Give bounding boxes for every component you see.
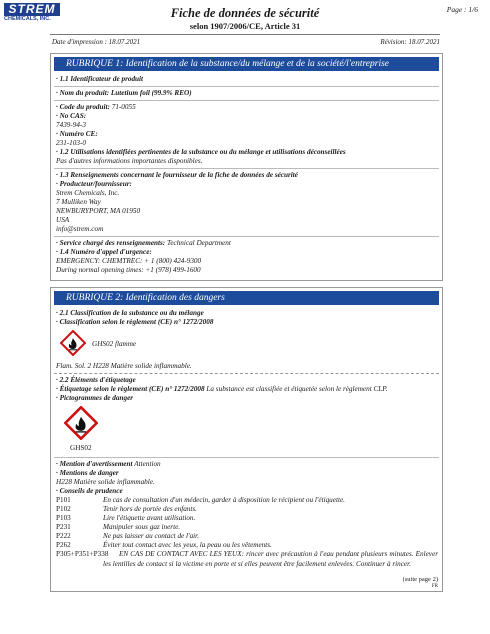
ce-label: · Numéro CE: — [56, 130, 98, 138]
precaution-text-long: EN CAS DE CONTACT AVEC LES YEUX: rincer avec précaution à l'eau pendant plusieurs minutes. Enlever les lentilles de contact si la victime en porte et si elles peuvent être facilement enlevées. Continuer à rincer. — [103, 550, 438, 568]
address-line: Strem Chemicals, Inc. — [56, 189, 120, 197]
dashed-divider — [54, 373, 439, 374]
ghs02-label: GHS02 — [70, 444, 92, 452]
s14-heading: · 1.4 Numéro d'appel d'urgence: — [56, 248, 152, 256]
precaution-text: En cas de consultation d'un médecin, garder à disposition le récipient ou l'étiquette. — [103, 496, 345, 504]
continued-note: (suite page 2) — [402, 576, 438, 583]
address-line: NEWBURYPORT, MA 01950 — [56, 207, 141, 215]
precaution-text: Tenir hors de portée des enfants. — [103, 505, 197, 513]
section1-heading: RUBRIQUE 1: Identification de la substance/du mélange et de la société/l'entreprise — [54, 57, 439, 71]
header-divider — [50, 34, 440, 35]
divider — [54, 86, 439, 87]
supplier-label: · Producteur/fournisseur: — [56, 180, 132, 188]
logo-wordmark: STREM — [4, 3, 60, 16]
classification-label: · Classification selon le règlement (CE) n° 1272/2008 — [56, 318, 214, 326]
page-number: Page : 1/6 — [446, 5, 478, 14]
s12-text: Pas d'autres informations importantes disponibles. — [56, 157, 203, 165]
divider — [54, 236, 439, 237]
precaution-text: Lire l'étiquette avant utilisation. — [103, 514, 196, 522]
divider — [54, 457, 439, 458]
precaution-code: P222 — [56, 532, 71, 540]
print-date: Date d'impression : 18.07.2021 — [52, 38, 141, 46]
cas-value: 7439-94-3 — [56, 121, 86, 129]
s12-heading: · 1.2 Utilisations identifiées pertinentes de la substance ou du mélange et utilisations déconseillées — [56, 148, 346, 156]
hazard-statements-label: · Mentions de danger — [56, 469, 119, 477]
signal-word-row: · Mention d'avertissement Attention — [56, 460, 161, 468]
document-subtitle: selon 1907/2006/CE, Article 31 — [189, 21, 301, 31]
address-line: USA — [56, 216, 70, 224]
signal-word: Attention — [134, 460, 161, 468]
ghs02-flame-label: GHS02 flamme — [92, 340, 137, 348]
divider — [54, 168, 439, 169]
s22-heading: · 2.2 Éléments d'étiquetage — [56, 376, 136, 384]
s11-heading: · 1.1 Identificateur de produit — [56, 75, 144, 83]
product-name-row: · Nom du produit: Lutetium foil (99.9% REO) — [56, 89, 192, 97]
precaution-code: P101 — [56, 496, 71, 504]
precaution-text: Éviter tout contact avec les yeux, la peau ou les vêtements. — [103, 541, 272, 549]
divider — [54, 100, 439, 101]
precaution-code: P103 — [56, 514, 71, 522]
product-code-row: · Code du produit: 71-0055 — [56, 103, 136, 111]
precaution-text: Ne pas laisser au contact de l'air. — [103, 532, 199, 540]
precautionary-label: · Conseils de prudence — [56, 487, 123, 495]
logo-subtitle: CHEMICALS, INC. — [4, 16, 51, 22]
flame-pictogram-icon — [60, 330, 86, 356]
office-number: During normal opening times: +1 (978) 499-1600 — [56, 266, 201, 274]
pictograms-label: · Pictogrammes de danger — [56, 394, 134, 402]
h228-statement: H228 Matière solide inflammable. — [56, 478, 155, 486]
flame-pictogram-icon — [64, 406, 98, 440]
cas-label: · No CAS: — [56, 112, 87, 120]
s13-heading: · 1.3 Renseignements concernant le fournisseur de la fiche de données de sécurité — [56, 171, 298, 179]
revision-date: Révision: 18.07.2021 — [380, 38, 440, 46]
address-line: 7 Mulliken Way — [56, 198, 101, 206]
precaution-code: P102 — [56, 505, 71, 513]
precaution-code: P305+P351+P338 — [56, 550, 109, 558]
email-link[interactable]: info@strem.com — [56, 225, 104, 233]
product-name: Lutetium foil (99.9% REO) — [110, 89, 192, 97]
ce-value: 231-103-0 — [56, 139, 86, 147]
product-code: 71-0055 — [111, 103, 136, 111]
precaution-text: Manipuler sous gaz inerte. — [103, 523, 181, 531]
section2-heading: RUBRIQUE 2: Identification des dangers — [54, 291, 439, 305]
document-title: Fiche de données de sécurité — [170, 6, 320, 20]
precaution-code: P262 — [56, 541, 71, 549]
flam-classification: Flam. Sol. 2 H228 Matière solide inflammable. — [56, 362, 192, 370]
emergency-number: EMERGENCY: CHEMTREC: + 1 (800) 424-9300 — [56, 257, 202, 265]
precaution-code: P231 — [56, 523, 71, 531]
service-row: · Service chargé des renseignements: Technical Department — [56, 239, 231, 247]
language-code: FR — [431, 584, 438, 589]
s21-heading: · 2.1 Classification de la substance ou du mélange — [56, 309, 204, 317]
labelling-row: · Étiquetage selon le règlement (CE) n° 1272/2008 La substance est classifiée et étiquetée selon le règlement CLP. — [56, 385, 388, 393]
